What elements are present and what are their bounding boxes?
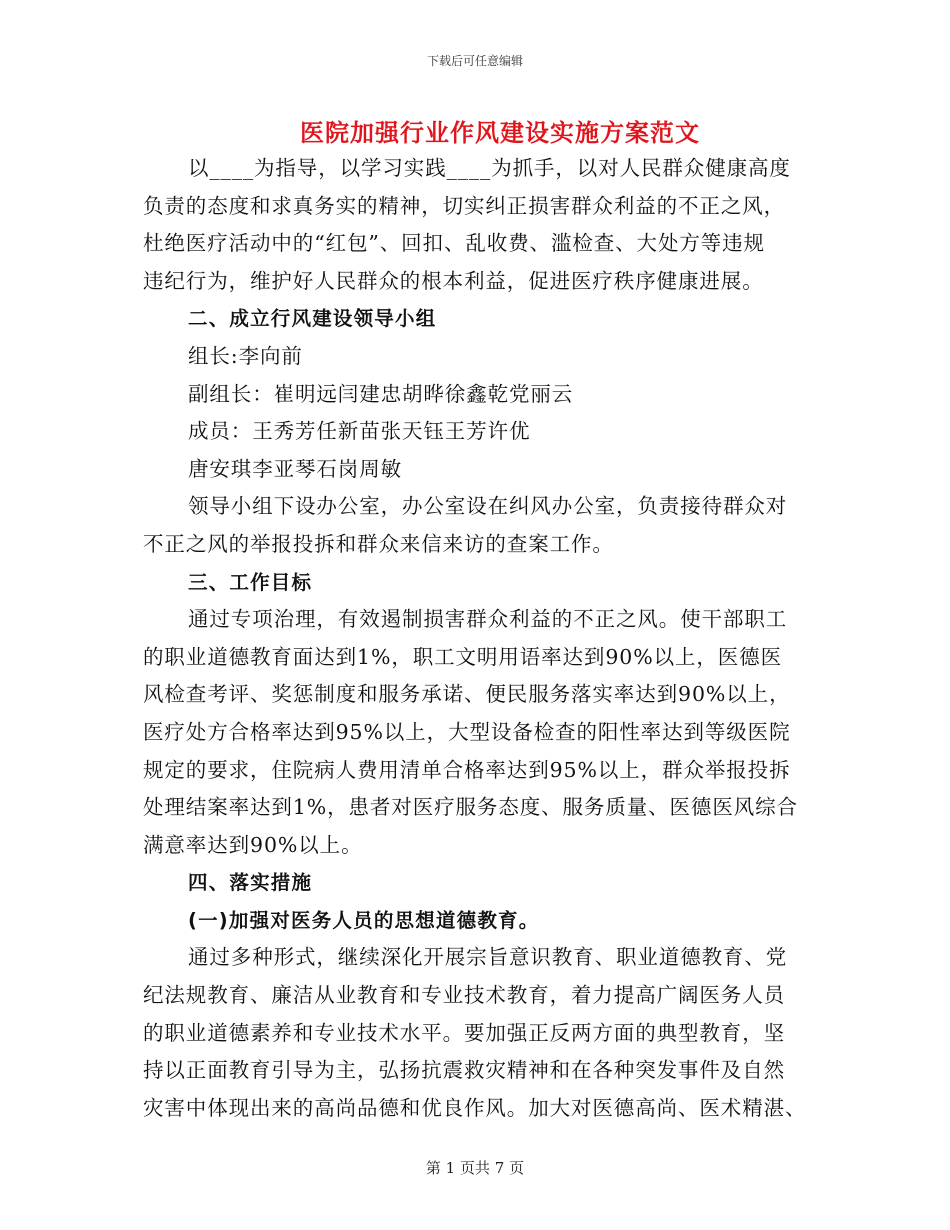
paragraph-line: 组长:李向前 [188, 343, 303, 368]
paragraph-line: 不正之风的举报投拆和群众来信来访的查案工作。 [143, 531, 614, 556]
subsection-heading-1: (一)加强对医务人员的思想道德教育。 [188, 908, 540, 932]
paragraph-line: 通过多种形式，继续深化开展宗旨意识教育、职业道德教育、党 [188, 945, 788, 970]
paragraph-line: 的职业道德素养和专业技术水平。要加强正反两方面的典型教育，坚 [143, 1020, 785, 1045]
paragraph-line: 满意率达到90%以上。 [143, 832, 363, 857]
document-title: 医院加强行业作风建设实施方案范文 [300, 119, 700, 147]
paragraph-line: 违纪行为，维护好人民群众的根本利益，促进医疗秩序健康进展。 [143, 268, 764, 293]
paragraph-line: 副组长：崔明远闫建忠胡晔徐鑫乾党丽云 [188, 381, 574, 406]
paragraph-line: 负责的态度和求真务实的精神，切实纠正损害群众利益的不正之风， [143, 193, 785, 218]
document-body [143, 150, 811, 1127]
paragraph-line: 风检查考评、奖惩制度和服务承诺、便民服务落实率达到90%以上， [143, 682, 791, 707]
paragraph-line: 灾害中体现出来的高尚品德和优良作风。加大对医德高尚、医术精湛、 [143, 1095, 807, 1120]
paragraph-line: 以____为指导，以学习实践____为抓手，以对人民群众健康高度 [188, 156, 791, 180]
paragraph-line: 纪法规教育、廉洁从业教育和专业技术教育，着力提高广阔医务人员 [143, 983, 785, 1008]
paragraph-line: 持以正面教育引导为主，弘扬抗震救灾精神和在各种突发事件及自然 [143, 1058, 785, 1083]
paragraph-line: 医疗处方合格率达到95%以上，大型设备检查的阳性率达到等级医院 [143, 719, 791, 744]
paragraph-line: 通过专项治理，有效遏制损害群众利益的不正之风。使干部职工 [188, 607, 788, 632]
paragraph-line: 杜绝医疗活动中的“红包”、回扣、乱收费、滥检查、大处方等违规 [143, 231, 765, 256]
paragraph-line: 处理结案率达到1%，患者对医疗服务态度、服务质量、医德医风综合 [143, 795, 798, 820]
section-heading-3: 三、工作目标 [188, 570, 313, 594]
paragraph-line: 规定的要求，住院病人费用清单合格率达到95%以上，群众举报投拆 [143, 757, 791, 782]
paragraph-line: 的职业道德教育面达到1%，职工文明用语率达到90%以上，医德医 [143, 644, 782, 669]
paragraph-line: 成员：王秀芳任新苗张天钰王芳许优 [188, 419, 531, 444]
paragraph-line: 唐安琪李亚琴石岗周敏 [188, 456, 402, 481]
page-number: 第 1 页共 7 页 [425, 1159, 525, 1177]
section-heading-2: 二、成立行风建设领导小组 [188, 307, 437, 331]
paragraph-line: 领导小组下设办公室，办公室设在纠风办公室，负责接待群众对 [188, 494, 788, 519]
page-header-note: 下载后可任意编辑 [426, 54, 523, 68]
section-heading-4: 四、落实措施 [188, 871, 313, 895]
